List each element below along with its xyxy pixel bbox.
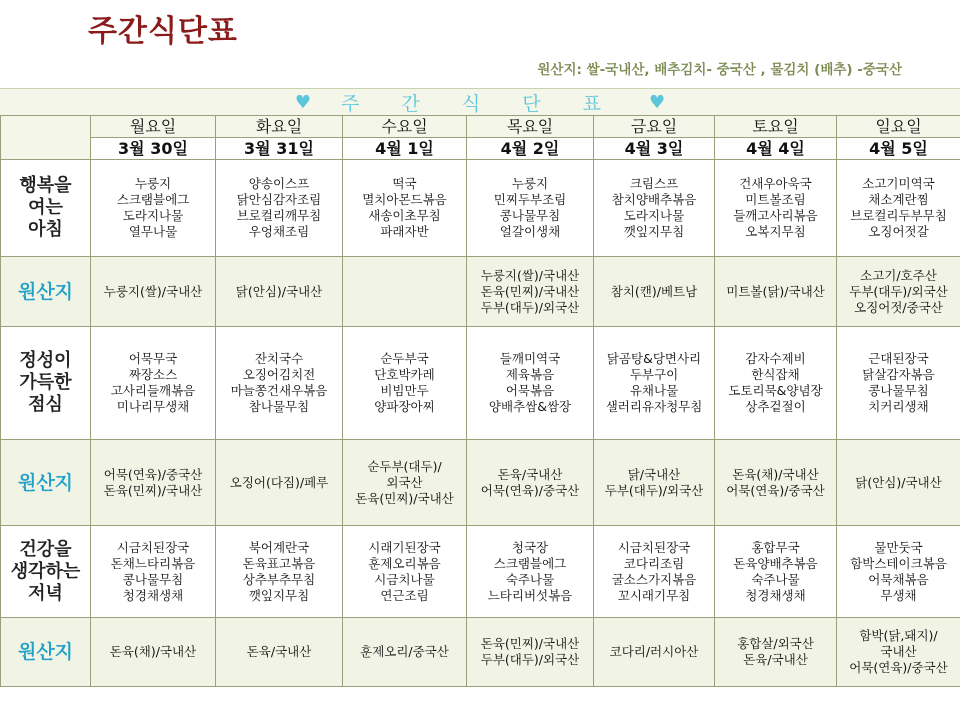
origin-cell	[837, 618, 960, 687]
origin-cell	[216, 440, 343, 526]
origin-cell	[216, 257, 343, 327]
origin-item: 돈육/국내산	[497, 466, 563, 482]
menu-item: 시금치된장국	[116, 539, 190, 555]
lunch-cell	[715, 327, 837, 440]
menu-item: 무생채	[880, 587, 917, 603]
menu-item: 홍합무국	[751, 539, 800, 555]
menu-item: 두부구이	[629, 367, 679, 382]
menu-item: 도토리묵&양념장	[728, 383, 823, 398]
origin-item: 닭(안심)/국내산	[855, 474, 942, 490]
menu-list	[216, 540, 342, 604]
origin-item: 돈육(민찌)/국내산	[480, 636, 580, 651]
menu-list	[837, 176, 960, 240]
date-header: 3월 30일	[91, 138, 216, 160]
menu-item: 닭안심감자조림	[236, 192, 322, 207]
menu-item: 단호박카레	[374, 367, 435, 382]
dinner-cell	[216, 526, 343, 618]
menu-list	[467, 351, 593, 415]
date-header: 3월 31일	[216, 138, 343, 160]
menu-item: 숙주나물	[751, 571, 800, 587]
origin-item: 돈육(채)/국내산	[732, 466, 819, 482]
origin-item: 두부(대두)/외국산	[604, 482, 704, 498]
menu-item: 오징어김치전	[242, 367, 316, 382]
menu-item: 멸치아몬드볶음	[362, 192, 447, 207]
menu-item: 순두부국	[380, 351, 429, 366]
heart-icon: ♥	[648, 92, 666, 113]
menu-item: 스크램블에그	[493, 555, 567, 571]
origin-cell	[91, 618, 216, 687]
menu-item: 어묵볶음	[505, 383, 555, 398]
origin-item: 돈육/국내산	[743, 652, 808, 667]
day-header: 수요일	[343, 116, 467, 138]
origin-item: 닭/국내산	[627, 466, 681, 482]
menu-item: 시금치나물	[374, 571, 435, 587]
origin-item: 돈육(민찌)/국내산	[480, 283, 580, 299]
row-label-line: 생각하는	[10, 560, 81, 582]
menu-item: 느타리버섯볶음	[487, 587, 573, 603]
menu-item: 코다리조림	[623, 555, 685, 571]
menu-item: 크림스프	[629, 176, 679, 191]
menu-list	[594, 540, 714, 604]
menu-item: 잔치국수	[254, 351, 304, 366]
menu-item: 채소계란찜	[868, 192, 929, 207]
day-header: 목요일	[467, 116, 594, 138]
breakfast-label	[1, 160, 91, 257]
origin-item: 오징어(다짐)/페루	[229, 474, 329, 490]
menu-item: 청경채생채	[122, 587, 184, 603]
menu-item: 민찌두부조림	[493, 192, 567, 207]
menu-item: 상추겉절이	[745, 399, 806, 414]
origin-item: 닭(안심)/국내산	[235, 283, 323, 299]
menu-item: 청국장	[511, 539, 549, 555]
banner-title: 주 간 식 단 표	[341, 93, 619, 115]
origin-item: 오징어젓/중국산	[854, 299, 943, 315]
breakfast-cell	[594, 160, 715, 257]
origin-item: 코다리/러시아산	[609, 644, 699, 659]
menu-item: 감자수제비	[745, 351, 806, 366]
row-label-line: 행복을	[19, 175, 72, 196]
origin-item: 국내산	[880, 644, 917, 659]
origin-item: 참치(캔)/베트남	[610, 283, 698, 299]
menu-item: 들깨고사리볶음	[733, 208, 818, 223]
menu-item: 소고기미역국	[862, 176, 935, 191]
menu-item: 누룽지	[134, 176, 172, 191]
origin-item: 어묵(연육)/중국산	[103, 466, 203, 482]
origin-cell	[343, 618, 467, 687]
dinner-cell	[715, 526, 837, 618]
origin-cell	[343, 440, 467, 526]
menu-item: 콩나물무침	[868, 383, 929, 398]
row-label-line: 아침	[28, 219, 63, 240]
origin-item: 미트볼(닭)/국내산	[726, 283, 825, 299]
date-header: 4월 2일	[467, 138, 594, 160]
menu-list	[91, 176, 215, 240]
menu-item: 브로컬리두부무침	[850, 208, 947, 223]
row-label-line: 점심	[28, 394, 63, 415]
menu-list	[715, 351, 836, 415]
origin-item: 돈육(민찌)/국내산	[355, 490, 454, 506]
menu-list	[467, 176, 593, 240]
dinner-cell	[91, 526, 216, 618]
menu-item: 닭살감자볶음	[862, 367, 935, 382]
breakfast-cell	[467, 160, 594, 257]
date-header: 4월 5일	[837, 138, 960, 160]
origin-cell	[715, 440, 837, 526]
menu-item: 미트볼조림	[745, 192, 806, 207]
origin-item: 두부(대두)/외국산	[480, 299, 580, 315]
menu-list	[343, 351, 466, 415]
menu-item: 돈육표고볶음	[242, 555, 316, 571]
page-title: 주간식단표	[88, 14, 238, 49]
menu-item: 함박스테이크볶음	[850, 555, 947, 571]
menu-item: 떡국	[392, 176, 417, 191]
menu-item: 양파장아찌	[374, 399, 435, 414]
origin-item: 훈제오리/중국산	[360, 644, 449, 659]
menu-item: 물만둣국	[874, 539, 923, 555]
menu-item: 오복지무침	[745, 224, 806, 239]
menu-list	[467, 540, 593, 604]
lunch-cell	[91, 327, 216, 440]
day-header: 화요일	[216, 116, 343, 138]
origin-cell	[467, 618, 594, 687]
menu-item: 짜장소스	[128, 367, 178, 382]
row-label-line: 정성이	[19, 350, 72, 371]
origin-cell	[594, 440, 715, 526]
origin-item: 누룽지(쌀)/국내산	[103, 283, 203, 299]
menu-list	[594, 351, 714, 415]
menu-list	[91, 540, 215, 604]
origin-item: 소고기/호주산	[860, 267, 937, 283]
menu-item: 깻잎지무침	[248, 587, 310, 603]
origin-cell	[837, 440, 960, 526]
row-label-line: 여는	[28, 197, 63, 218]
origin-item: 어묵(연육)/중국산	[726, 482, 825, 498]
menu-list	[594, 176, 714, 240]
menu-item: 깻잎지무침	[623, 224, 685, 239]
menu-item: 양송이스프	[248, 176, 310, 191]
menu-item: 도라지나물	[122, 208, 184, 223]
menu-item: 브로컬리깨무침	[236, 208, 322, 223]
origin-item: 두부(대두)/외국산	[849, 283, 948, 299]
lunch-cell	[216, 327, 343, 440]
menu-item: 닭곰탕&당면사리	[606, 351, 702, 366]
origin-label: 원산지	[1, 618, 91, 687]
origin-cell	[343, 257, 467, 327]
menu-item: 우엉채조림	[248, 224, 310, 239]
dinner-cell	[837, 526, 960, 618]
origin-item: 돈육/국내산	[246, 644, 312, 659]
origin-cell	[837, 257, 960, 327]
origin-item: 어묵(연육)/중국산	[849, 660, 948, 675]
menu-item: 미나리무생채	[116, 399, 190, 414]
lunch-label	[1, 327, 91, 440]
menu-item: 참나물무침	[248, 399, 310, 414]
lunch-cell	[467, 327, 594, 440]
lunch-cell	[837, 327, 960, 440]
menu-item: 청경채생채	[745, 587, 806, 603]
menu-list	[837, 351, 960, 415]
dinner-cell	[343, 526, 467, 618]
menu-item: 마늘쫑건새우볶음	[230, 383, 328, 398]
menu-list	[715, 540, 836, 604]
menu-item: 꼬시래기무침	[617, 587, 691, 603]
menu-item: 치커리생채	[868, 399, 929, 414]
origin-cell	[467, 440, 594, 526]
lunch-cell	[343, 327, 467, 440]
menu-item: 파래자반	[380, 224, 429, 239]
day-header: 일요일	[837, 116, 960, 138]
menu-item: 상추부추무침	[242, 571, 316, 587]
origin-item: 외국산	[386, 474, 423, 490]
menu-item: 콩나물무침	[499, 208, 561, 223]
menu-item: 북어계란국	[248, 539, 310, 555]
menu-item: 돈채느타리볶음	[110, 555, 196, 571]
day-header: 금요일	[594, 116, 715, 138]
menu-item: 양배추쌈&쌈장	[488, 399, 572, 414]
origin-cell	[594, 257, 715, 327]
dinner-cell	[467, 526, 594, 618]
menu-item: 시래기된장국	[368, 539, 441, 555]
date-header: 4월 3일	[594, 138, 715, 160]
menu-item: 훈제오리볶음	[368, 555, 441, 571]
day-header: 월요일	[91, 116, 216, 138]
menu-item: 콩나물무침	[122, 571, 184, 587]
origin-cell	[594, 618, 715, 687]
menu-item: 얼갈이생채	[499, 224, 561, 239]
menu-list	[715, 176, 836, 240]
origin-cell	[715, 257, 837, 327]
origin-item: 홍합살/외국산	[737, 636, 814, 651]
breakfast-cell	[91, 160, 216, 257]
menu-item: 근대된장국	[868, 351, 929, 366]
origin-cell	[91, 440, 216, 526]
menu-item: 시금치된장국	[617, 539, 691, 555]
menu-item: 스크램블에그	[116, 192, 190, 207]
menu-item: 제육볶음	[505, 367, 555, 382]
menu-item: 샐러리유자청무침	[605, 399, 703, 414]
menu-item: 한식잡채	[751, 367, 800, 382]
origin-item: 누룽지(쌀)/국내산	[480, 267, 580, 283]
origin-cell	[467, 257, 594, 327]
origin-cell	[715, 618, 837, 687]
dinner-label	[1, 526, 91, 618]
origin-item: 돈육(민찌)/국내산	[103, 482, 203, 498]
menu-list	[343, 540, 466, 604]
menu-item: 새송이초무침	[368, 208, 441, 223]
menu-item: 연근조림	[380, 587, 429, 603]
origin-item: 두부(대두)/외국산	[480, 652, 580, 667]
breakfast-cell	[343, 160, 467, 257]
heart-icon: ♥	[294, 92, 312, 113]
weekly-menu-table	[0, 115, 960, 687]
origin-label: 원산지	[1, 440, 91, 526]
menu-item: 건새우아욱국	[739, 176, 812, 191]
menu-list	[91, 351, 215, 415]
origin-item: 순두부(대두)/	[367, 458, 442, 474]
origin-cell	[91, 257, 216, 327]
menu-item: 도라지나물	[623, 208, 685, 223]
menu-item: 어묵무국	[128, 351, 178, 366]
dinner-cell	[594, 526, 715, 618]
row-label-line: 가득한	[19, 372, 72, 393]
origin-cell	[216, 618, 343, 687]
breakfast-cell	[837, 160, 960, 257]
menu-item: 오징어젓갈	[868, 224, 929, 239]
origin-item: 함박(닭,돼지)/	[859, 628, 938, 643]
origin-note: 원산지: 쌀-국내산, 배추김치- 중국산 , 물김치 (배추) -중국산	[537, 62, 902, 78]
menu-item: 돈육양배추볶음	[733, 555, 818, 571]
day-header: 토요일	[715, 116, 837, 138]
menu-list	[216, 351, 342, 415]
origin-item: 돈육(채)/국내산	[109, 644, 197, 659]
row-label-line: 저녁	[28, 582, 63, 604]
menu-list	[216, 176, 342, 240]
menu-list	[837, 540, 960, 604]
date-header: 4월 4일	[715, 138, 837, 160]
menu-item: 누룽지	[511, 176, 549, 191]
row-label-line: 건강을	[19, 538, 72, 560]
origin-item: 어묵(연육)/중국산	[480, 482, 580, 498]
lunch-cell	[594, 327, 715, 440]
menu-item: 숙주나물	[505, 571, 555, 587]
menu-list	[343, 176, 466, 240]
table-corner	[1, 116, 91, 160]
date-header: 4월 1일	[343, 138, 467, 160]
menu-banner	[0, 88, 960, 117]
menu-item: 참치양배추볶음	[611, 192, 697, 207]
menu-item: 유채나물	[629, 383, 679, 398]
menu-item: 굴소스가지볶음	[611, 571, 697, 587]
menu-item: 들깨미역국	[499, 351, 561, 366]
breakfast-cell	[216, 160, 343, 257]
menu-item: 고사리들깨볶음	[110, 383, 196, 398]
breakfast-cell	[715, 160, 837, 257]
menu-item: 열무나물	[128, 224, 178, 239]
menu-item: 비빔만두	[380, 383, 429, 398]
menu-item: 어묵채볶음	[868, 571, 929, 587]
origin-label: 원산지	[1, 257, 91, 327]
